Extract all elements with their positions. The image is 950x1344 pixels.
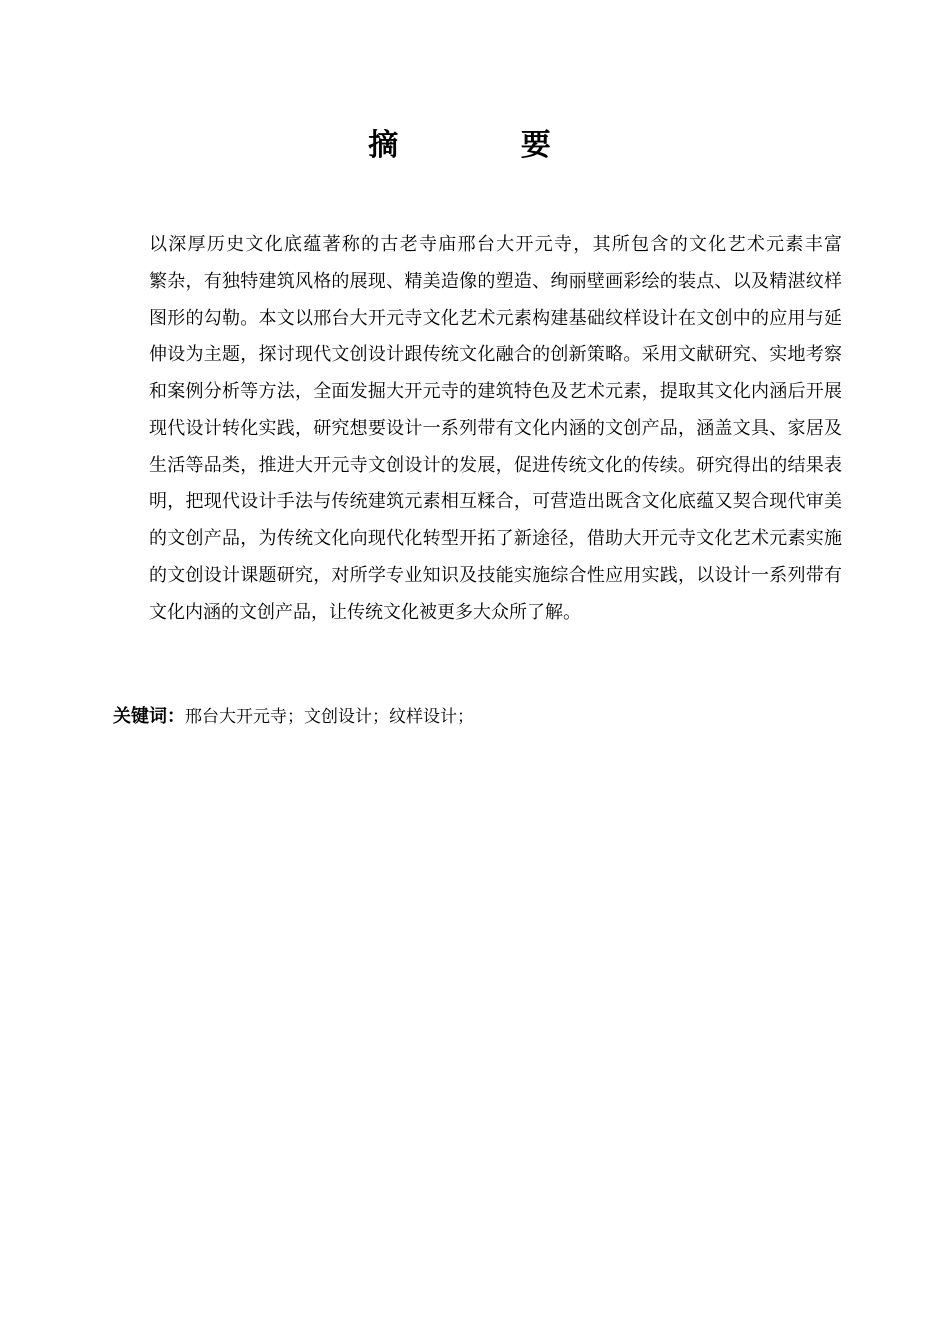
abstract-body	[113, 227, 842, 631]
abstract-title: 摘 要	[368, 128, 607, 163]
abstract-line: 的文创设计课题研究，对所学专业知识及技能实施综合性应用实践，以设计一系列带有	[149, 564, 842, 586]
abstract-line: 现代设计转化实践，研究想要设计一系列带有文化内涵的文创产品，涵盖文具、家居及	[149, 417, 842, 439]
abstract-line: 繁杂，有独特建筑风格的展现、精美造像的塑造、绚丽壁画彩绘的装点、以及精湛纹样	[149, 270, 842, 292]
abstract-paragraph	[113, 227, 842, 631]
abstract-line: 伸设为主题，探讨现代文创设计跟传统文化融合的创新策略。采用文献研究、实地考察	[149, 344, 842, 366]
abstract-line: 以深厚历史文化底蕴著称的古老寺庙邢台大开元寺，其所包含的文化艺术元素丰富	[149, 234, 842, 255]
abstract-line: 的文创产品，为传统文化向现代化转型开拓了新途径，借助大开元寺文化艺术元素实施	[149, 528, 842, 549]
abstract-line: 生活等品类，推进大开元寺文创设计的发展，促进传统文化的传续。研究得出的结果表	[149, 454, 842, 476]
abstract-line: 明，把现代设计手法与传统建筑元素相互糅合，可营造出既含文化底蕴又契合现代审美	[149, 491, 842, 513]
keywords-label: 关键词：	[113, 706, 185, 727]
abstract-line: 文化内涵的文创产品，让传统文化被更多大众所了解。	[149, 601, 581, 623]
abstract-line: 图形的勾勒。本文以邢台大开元寺文化艺术元素构建基础纹样设计在文创中的应用与延	[149, 307, 842, 329]
keywords	[113, 701, 842, 733]
abstract-line: 和案例分析等方法，全面发掘大开元寺的建筑特色及艺术元素，提取其文化内涵后开展	[149, 381, 842, 402]
keywords-text: 邢台大开元寺；文创设计；纹样设计；	[185, 707, 474, 727]
